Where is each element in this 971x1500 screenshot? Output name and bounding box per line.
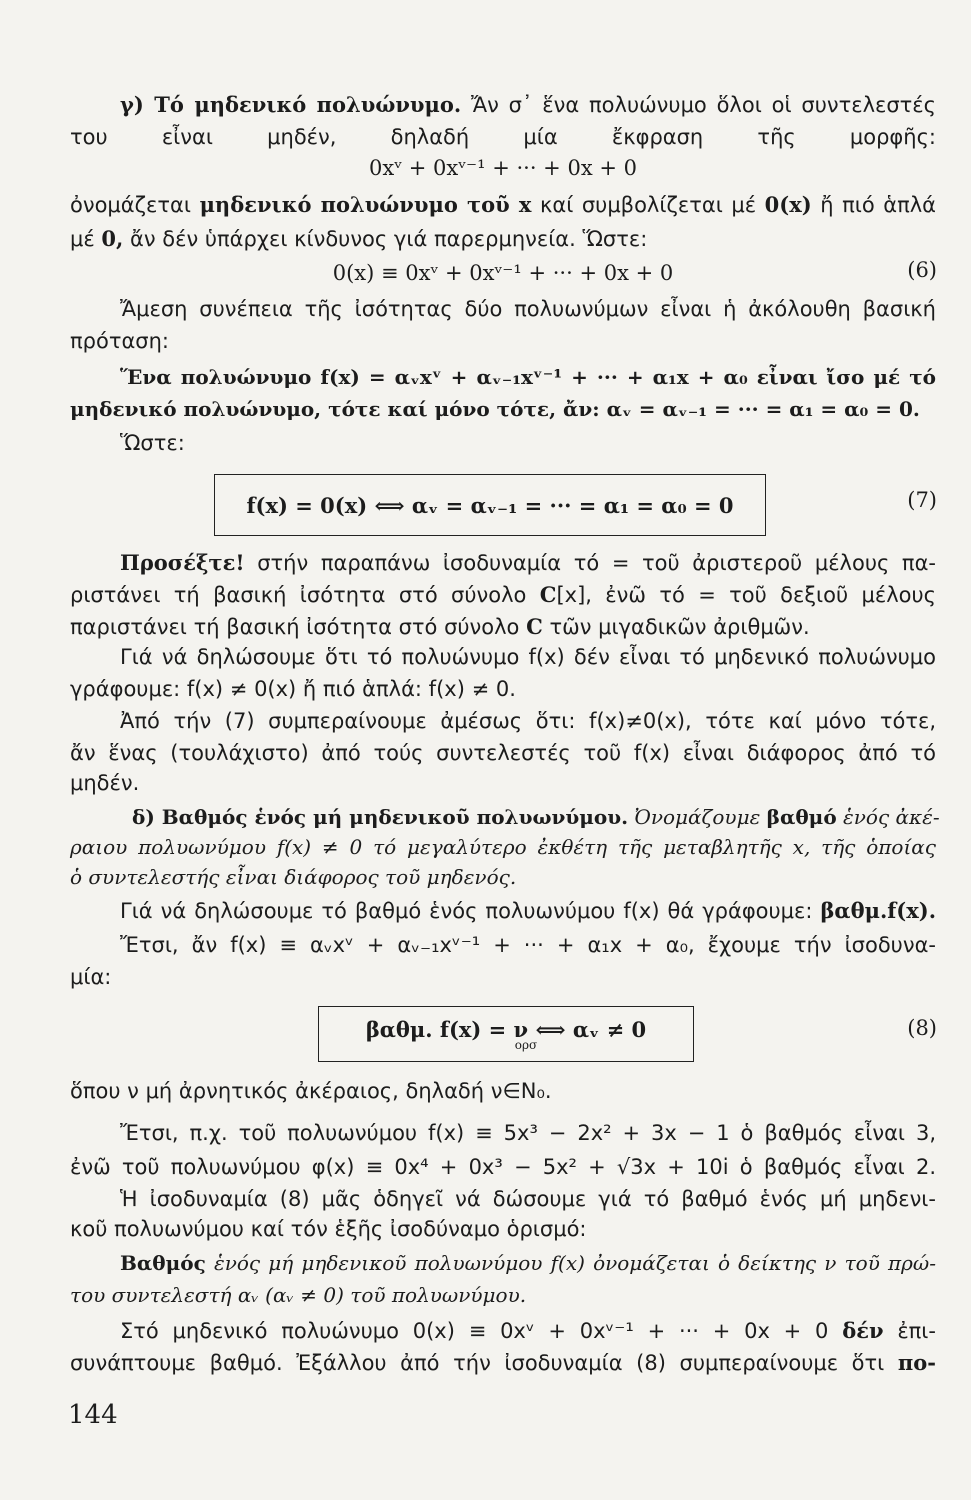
text-line: Ἄμεση συνέπεια τῆς ἰσότητας δύο πολυωνύμων εἶναι ἡ ἀκόλουθη βασική — [120, 297, 936, 321]
text-line: Ἀπό τήν (7) συμπεραίνουμε ἀμέσως ὅτι: f(x)≠0(x), τότε καί μόνο τότε, — [120, 709, 936, 733]
formula: 0xᵛ + 0xᵛ⁻¹ + ··· + 0x + 0 — [369, 156, 637, 180]
text-line: δ) Βαθμός ἑνός μή μηδενικοῦ πολυωνύμου. Ὀνομάζουμε βαθμό ἑνός ἀκέ- — [132, 805, 940, 829]
text-line: ὅπου ν μή ἀρνητικός ἀκέραιος, δηλαδή ν∈N₀. — [70, 1079, 552, 1103]
text-line: Στό μηδενικό πολυώνυμο 0(x) ≡ 0xᵛ + 0xᵛ⁻¹ + ··· + 0x + 0 δέν ἐπι- — [120, 1318, 936, 1343]
text-line: Ἔτσι, π.χ. τοῦ πολυωνύμου f(x) ≡ 5x³ − 2x² + 3x − 1 ὁ βαθμός εἶναι 3, — [120, 1121, 936, 1145]
text-line: συνάπτουμε βαθμό. Ἐξάλλου ἀπό τήν ἰσοδυναμία (8) συμπεραίνουμε ὅτι πο- — [70, 1350, 936, 1375]
equation-box-7: f(x) = 0(x) ⟺ αᵥ = αᵥ₋₁ = ··· = α₁ = α₀ = 0 — [214, 474, 766, 536]
theorem: μηδενικό πολυώνυμο, τότε καί μόνο τότε, ἄν: αᵥ = αᵥ₋₁ = ··· = α₁ = α₀ = 0. — [70, 397, 920, 421]
section-heading: γ) Τό μηδενικό πολυώνυμο. — [120, 92, 462, 117]
definition: ραιου πολυωνύμου f(x) ≠ 0 τό μεγαλύτερο ἐκθέτη τῆς μεταβλητῆς x, τῆς ὁποίας — [70, 835, 936, 859]
text-line: του εἶναι μηδέν, δηλαδή μία ἔκφραση τῆς μορφῆς: — [70, 125, 936, 149]
text-line: γράφουμε: f(x) ≠ 0(x) ἤ πιό ἁπλά: f(x) ≠ 0. — [70, 677, 516, 701]
text-line: ἄν ἕνας (τουλάχιστο) ἀπό τούς συντελεστές τοῦ f(x) εἶναι διάφορος ἀπό τό — [70, 741, 936, 765]
text-line: ἐνῶ τοῦ πολυωνύμου φ(x) ≡ 0x⁴ + 0x³ − 5x² + √3x + 10i ὁ βαθμός εἶναι 2. — [70, 1155, 936, 1179]
text-line: Ἔτσι, ἄν f(x) ≡ αᵥxᵛ + αᵥ₋₁xᵛ⁻¹ + ··· + α₁x + α₀, ἔχουμε τήν ἰσοδυνα- — [120, 933, 936, 957]
text-line: Ὥστε: — [120, 431, 185, 455]
text-line: παριστάνει τή βασική ἰσότητα στό σύνολο C τῶν μιγαδικῶν ἀριθμῶν. — [70, 614, 810, 639]
text-line: κοῦ πολυωνύμου καί τόν ἑξῆς ἰσοδύναμο ὁρισμό: — [70, 1217, 587, 1241]
equation-number: (7) — [907, 488, 937, 512]
text-line: γ) Τό μηδενικό πολυώνυμο. Ἄν σ᾽ ἕνα πολυώνυμο ὅλοι οἱ συντελεστές — [120, 92, 936, 117]
equation-box-8: βαθμ. f(x) = ν ⟺ αᵥ ≠ 0 ορσ — [318, 1006, 694, 1062]
text-line: μηδέν. — [70, 771, 140, 795]
section-heading: δ) Βαθμός ἑνός μή μηδενικοῦ πολυωνύμου. — [132, 805, 629, 829]
text-line: ὀνομάζεται μηδενικό πολυώνυμο τοῦ x καί συμβολίζεται μέ 0(x) ἤ πιό ἁπλά — [70, 192, 936, 217]
text-line: μέ 0, ἄν δέν ὑπάρχει κίνδυνος γιά παρερμηνεία. Ὥστε: — [70, 226, 648, 251]
definition: του συντελεστή αᵥ (αᵥ ≠ 0) τοῦ πολυωνύμου. — [70, 1283, 527, 1307]
text-line: Προσέξτε! στήν παραπάνω ἰσοδυναμία τό = τοῦ ἀριστεροῦ μέλους πα- — [120, 550, 936, 575]
text-line: Γιά νά δηλώσουμε ὅτι τό πολυώνυμο f(x) δέν εἶναι τό μηδενικό πολυώνυμο — [120, 645, 936, 669]
text-line: Γιά νά δηλώσουμε τό βαθμό ἑνός πολυωνύμου f(x) θά γράφουμε: βαθμ.f(x). — [120, 898, 936, 923]
definition: ὁ συντελεστής εἶναι διάφορος τοῦ μηδενός. — [70, 865, 517, 889]
theorem: Ἕνα πολυώνυμο f(x) = αᵥxᵛ + αᵥ₋₁xᵛ⁻¹ + ··· + α₁x + α₀ εἶναι ἴσο μέ τό — [120, 365, 936, 389]
text-line: πρόταση: — [70, 329, 170, 353]
text-line: μία: — [70, 965, 112, 989]
text-line: ριστάνει τή βασική ἰσότητα στό σύνολο C[x], ἐνῶ τό = τοῦ δεξιοῦ μέλους — [70, 582, 936, 607]
page-number: 144 — [68, 1400, 118, 1430]
definition: Βαθμός ἑνός μή μηδενικοῦ πολυωνύμου f(x) ὀνομάζεται ὁ δείκτης ν τοῦ πρώ- — [120, 1251, 937, 1275]
text-line: Ἡ ἰσοδυναμία (8) μᾶς ὁδηγεῖ νά δώσουμε γιά τό βαθμό ἑνός μή μηδενι- — [120, 1187, 936, 1211]
formula-6: 0(x) ≡ 0xᵛ + 0xᵛ⁻¹ + ··· + 0x + 0 — [332, 261, 674, 285]
equation-number: (6) — [907, 258, 937, 282]
equation-number: (8) — [907, 1016, 937, 1040]
